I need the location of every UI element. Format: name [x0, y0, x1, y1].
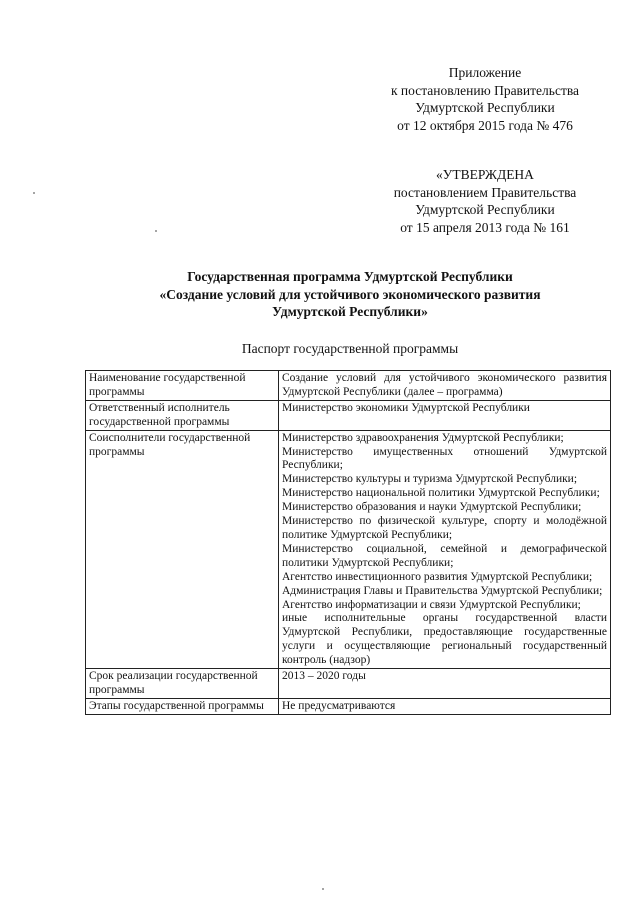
row-label: Срок реализации государственной программы: [86, 669, 279, 699]
list-item: Министерство национальной политики Удмуртской Республики;: [282, 487, 600, 500]
program-title: [60, 268, 640, 321]
row-value: Министерство экономики Удмуртской Республики: [279, 400, 611, 430]
appendix-block: [360, 64, 610, 134]
list-item: Министерство имущественных отношений Удмуртской Республики;: [282, 445, 607, 472]
title-line: Государственная программа Удмуртской Республики: [187, 269, 513, 284]
scan-speck: [33, 192, 35, 194]
list-item: Министерство здравоохранения Удмуртской Республики;: [282, 431, 564, 444]
row-label: Этапы государственной программы: [86, 698, 279, 714]
list-item: Министерство по физической культуре, спорту и молодёжной политике Удмуртской Республики;: [282, 515, 607, 541]
approval-line: постановлением Правительства: [393, 184, 577, 200]
list-item: Агентство информатизации и связи Удмуртской Республики;: [282, 598, 581, 611]
passport-table: [85, 370, 611, 715]
table-row: [86, 698, 611, 714]
title-line: «Создание условий для устойчивого экономического развития: [159, 286, 541, 302]
title-line: Удмуртской Республики»: [272, 304, 428, 319]
approval-block: [360, 166, 610, 236]
table-row: [86, 400, 611, 430]
list-item: Министерство образования и науки Удмуртской Республики;: [282, 501, 582, 514]
approval-line: от 15 апреля 2013 года № 161: [400, 219, 570, 235]
row-value: Не предусматриваются: [279, 698, 611, 714]
row-value: Создание условий для устойчивого экономического развития Удмуртской Республики (далее – программа): [279, 371, 611, 401]
table-row: [86, 669, 611, 699]
appendix-line: Приложение: [448, 65, 522, 80]
list-item: Администрация Главы и Правительства Удмуртской Республики;: [282, 584, 603, 597]
row-label: Наименование государственной программы: [86, 371, 279, 401]
list-item: иные исполнительные органы государственной власти Удмуртской Республики, предоставляющие государственные услуги и осуществляющие региональный государственный контроль (надзор): [282, 612, 607, 667]
passport-heading: Паспорт государственной программы: [241, 341, 459, 356]
scan-speck: [322, 888, 324, 890]
list-item: Министерство культуры и туризма Удмуртской Республики;: [282, 473, 578, 486]
appendix-line: от 12 октября 2015 года № 476: [397, 117, 573, 133]
approval-line: «УТВЕРЖДЕНА: [436, 167, 534, 182]
table-row: [86, 430, 611, 668]
list-item: Министерство социальной, семейной и демографической политики Удмуртской Республики;: [282, 542, 607, 569]
table-row: [86, 371, 611, 401]
scan-speck: [155, 230, 157, 232]
list-item: Агентство инвестиционного развития Удмуртской Республики;: [282, 570, 593, 583]
row-label: Соисполнители государственной программы: [86, 430, 279, 668]
row-label: Ответственный исполнитель государственной программы: [86, 400, 279, 430]
appendix-line: к постановлению Правительства: [390, 82, 580, 98]
approval-line: Удмуртской Республики: [415, 202, 555, 217]
appendix-line: Удмуртской Республики: [415, 100, 555, 115]
co-executors-list: [279, 430, 611, 668]
row-value: 2013 – 2020 годы: [279, 669, 611, 699]
